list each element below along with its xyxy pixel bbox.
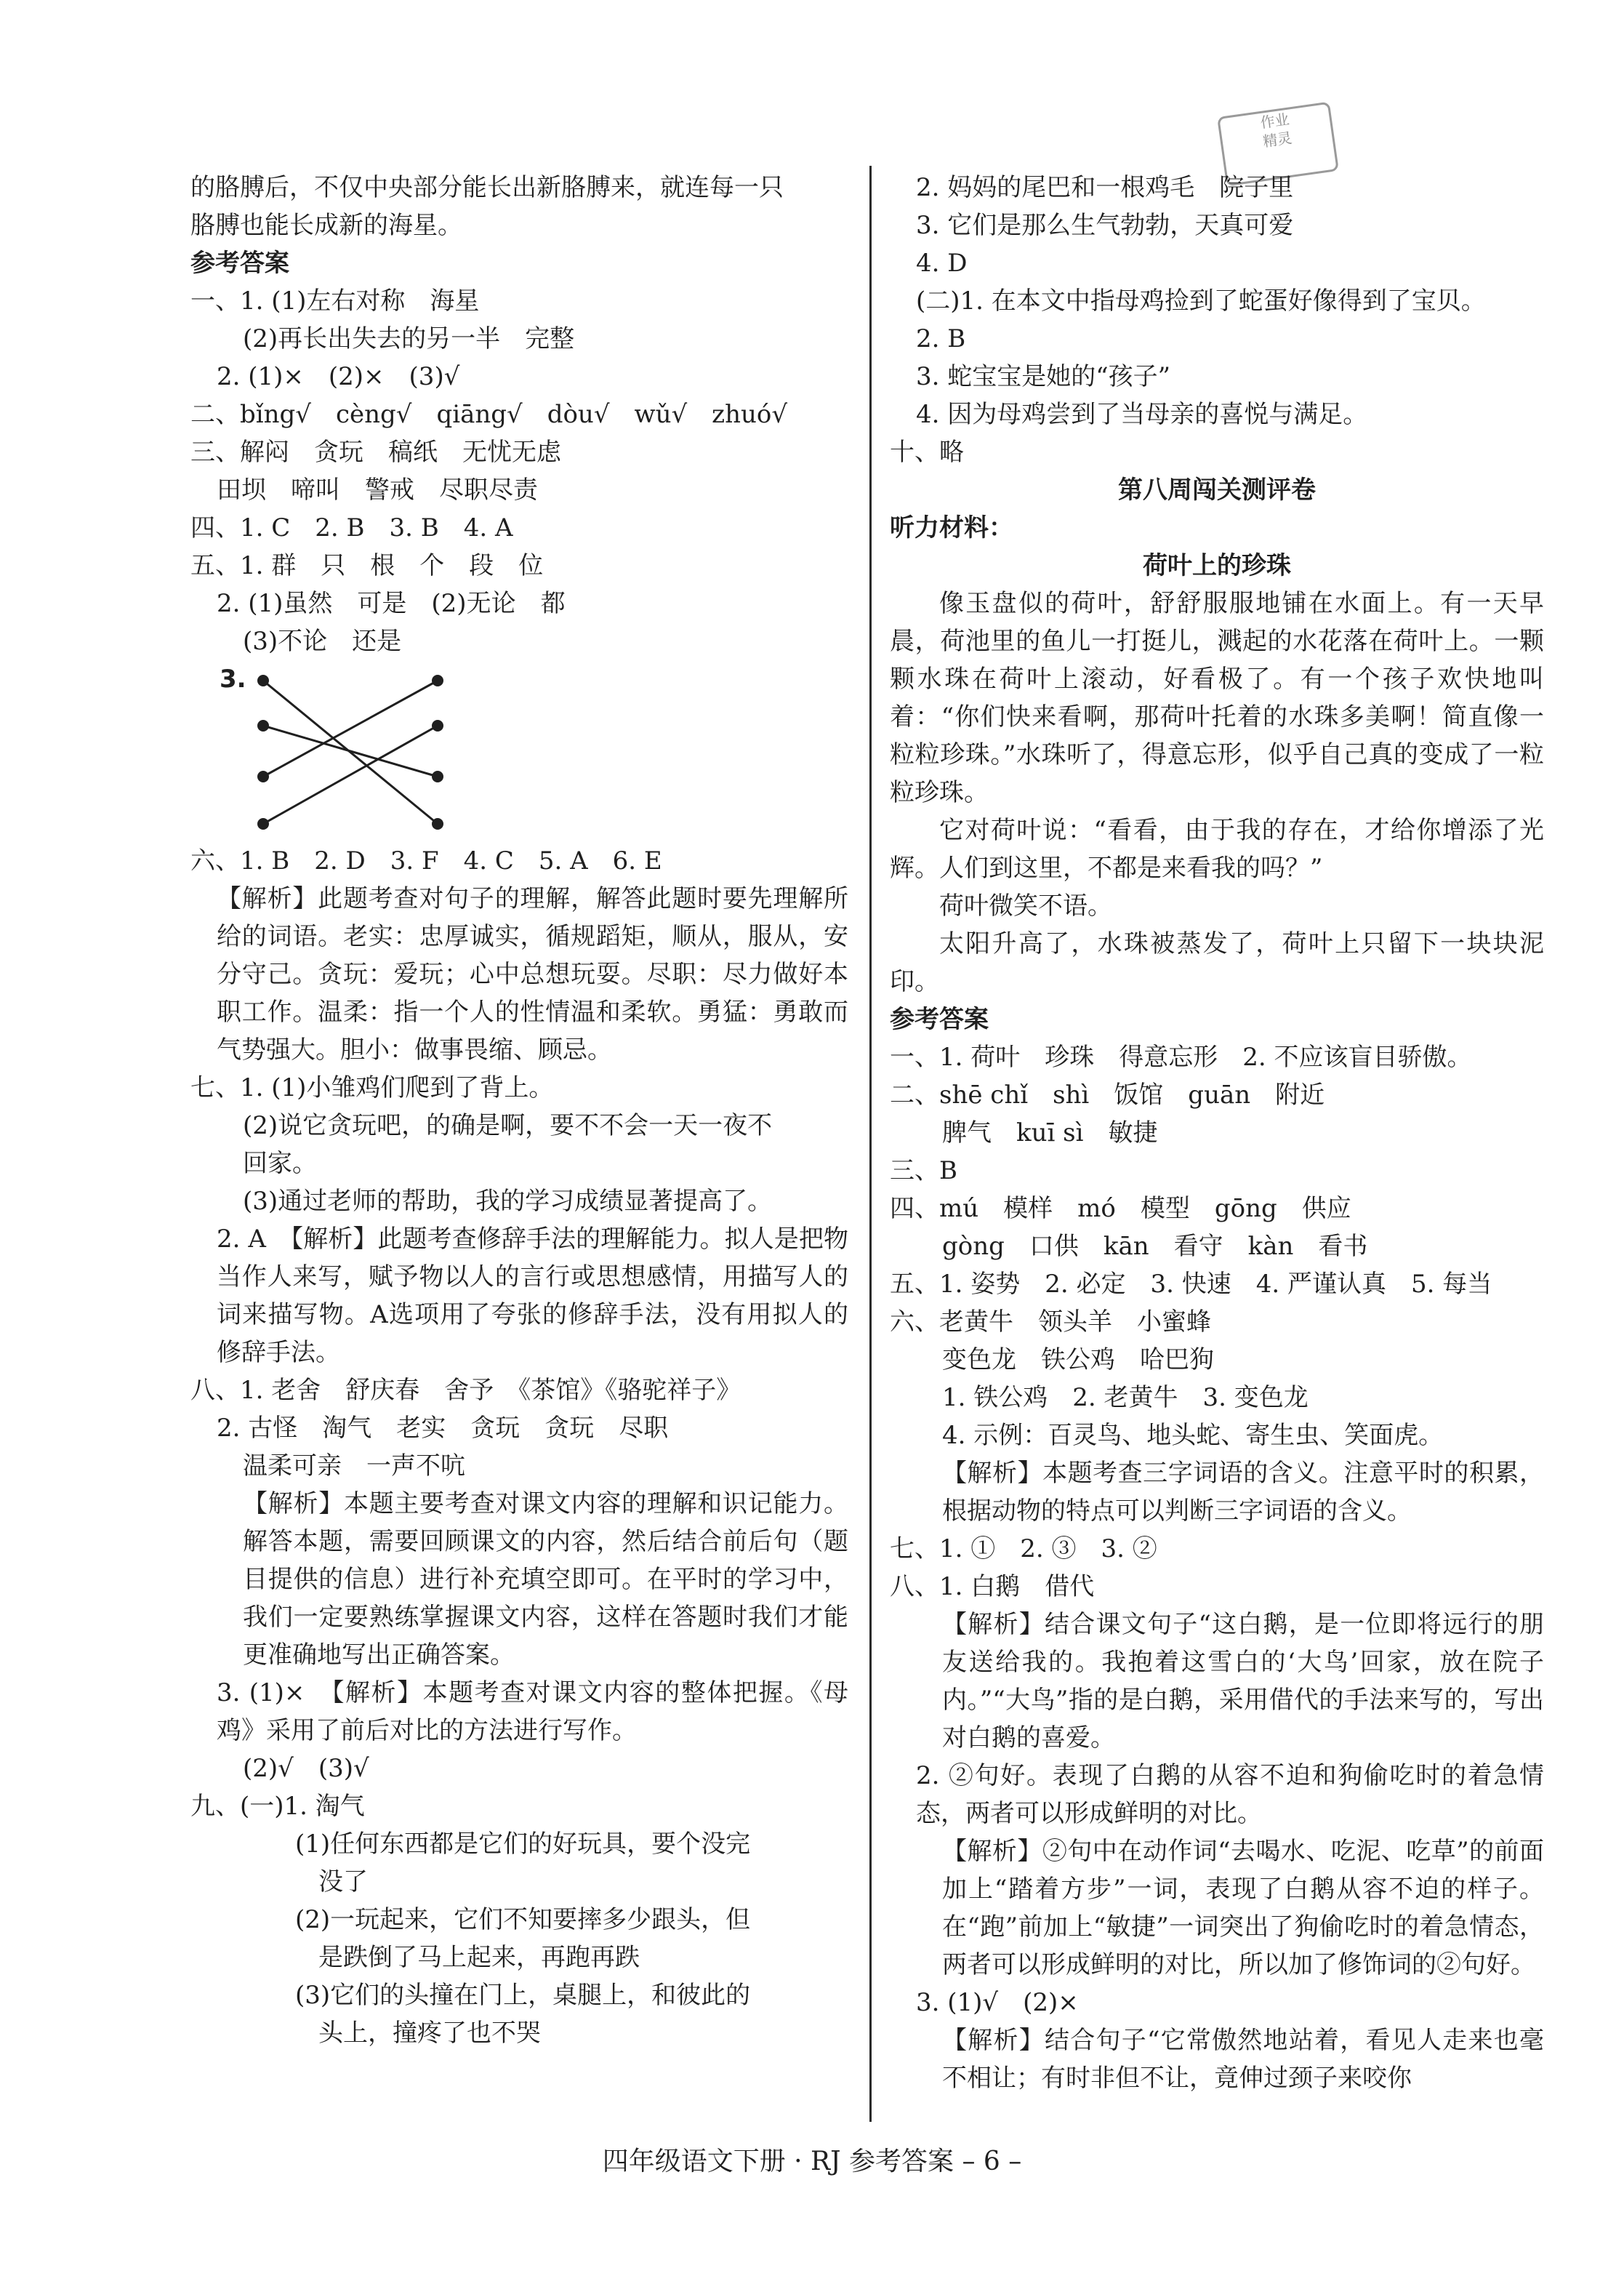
answer-line: 三、B (890, 1156, 957, 1185)
page-footer: 四年级语文下册 · RJ 参考答案 – 6 – (602, 2147, 1022, 2176)
answer-line: 4. D (916, 249, 968, 278)
answer-line: gòng 口供 kān 看守 kàn 看书 (942, 1232, 1368, 1261)
story-paragraph: 荷叶微笑不语。 (939, 891, 1112, 921)
answer-line: 没了 (318, 1867, 368, 1896)
answer-line: 一、1. 荷叶 珍珠 得意忘形 2. 不应该盲目骄傲。 (890, 1043, 1472, 1072)
matching-lines (249, 660, 467, 835)
answer-line: 1. 铁公鸡 2. 老黄牛 3. 变色龙 (942, 1383, 1309, 1412)
answer-line: 2. 古怪 淘气 老实 贪玩 贪玩 尽职 (217, 1414, 669, 1443)
answer-line: 田坝 啼叫 警戒 尽职尽责 (217, 476, 538, 505)
text-line: 胳膊也能长成新的海星。 (190, 211, 462, 240)
section-title: 第八周闯关测评卷 (1118, 476, 1316, 505)
answer-line: 四、1. C 2. B 3. B 4. A (190, 513, 513, 542)
answer-line: 二、shē chǐ shì 饭馆 guān 附近 (890, 1081, 1325, 1110)
answer-line: (3)通过老师的帮助，我的学习成绩显著提高了。 (243, 1187, 773, 1216)
answer-line: (3)它们的头撞在门上，桌腿上，和彼此的 (295, 1981, 751, 2010)
analysis-paragraph: 3. (1)× 【解析】本题考查对课文内容的整体把握。《母鸡》采用了前后对比的方法进行写作。 (217, 1678, 848, 1745)
answer-line: (3)不论 还是 (243, 627, 402, 656)
story-paragraph: 太阳升高了，水珠被蒸发了，荷叶上只留下一块块泥印。 (890, 929, 1544, 996)
answer-heading: 参考答案 (890, 1005, 989, 1034)
answer-line: (2)√ (3)√ (243, 1754, 369, 1783)
answer-line: 4. 示例：百灵鸟、地头蛇、寄生虫、笑面虎。 (942, 1421, 1444, 1450)
answer-line: 十、略 (890, 438, 964, 467)
matching-diagram (220, 660, 848, 842)
answer-line: 七、1. (1)小雏鸡们爬到了背上。 (190, 1073, 554, 1102)
scan-edge (0, 0, 20, 2292)
analysis-paragraph: 【解析】此题考查对句子的理解，解答此题时要先理解所给的词语。老实：忠厚诚实，循规蹈矩，顺从，服从，安分守己。贪玩：爱玩；心中总想玩耍。尽职：尽力做好本职工作。温柔：指一个人的性情温和柔软。勇猛：勇敢而气势强大。胆小：做事畏缩、顾忌。 (217, 884, 848, 1065)
stamp-line-1: 作业 (1259, 110, 1291, 132)
answer-line: 回家。 (243, 1149, 317, 1178)
stamp-line-2: 精灵 (1261, 129, 1293, 151)
listening-label: 听力材料： (890, 513, 1013, 542)
answer-line: 六、老黄牛 领头羊 小蜜蜂 (890, 1307, 1211, 1337)
answer-line: 五、1. 群 只 根 个 段 位 (190, 551, 544, 580)
answer-line: 脾气 kuī sì 敏捷 (942, 1118, 1158, 1147)
answer-line: 一、1. (1)左右对称 海星 (190, 286, 480, 316)
answer-line: 2. (1)× (2)× (3)√ (217, 362, 460, 391)
analysis-paragraph: 【解析】结合课文句子“这白鹅，是一位即将远行的朋友送给我的。我抱着这雪白的‘大鸟’回家，放在院子内。”“大鸟”指的是白鹅，采用借代的手法来写的，写出对白鹅的喜爱。 (942, 1610, 1544, 1752)
answer-line: 2. (1)虽然 可是 (2)无论 都 (217, 589, 566, 618)
answer-line: (2)说它贪玩吧，的确是啊，要不不会一天一夜不 (243, 1111, 773, 1140)
answer-line: 头上，撞疼了也不哭 (318, 2019, 541, 2048)
left-column (190, 169, 848, 2052)
right-column (890, 169, 1544, 2097)
story-paragraph: 它对荷叶说：“看看，由于我的存在，才给你增添了光辉。人们到这里，不都是来看我的吗？” (890, 816, 1544, 883)
answer-line: 变色龙 铁公鸡 哈巴狗 (942, 1345, 1214, 1374)
column-divider (869, 166, 872, 2122)
story-title: 荷叶上的珍珠 (1143, 551, 1291, 580)
answer-line: 2. 妈妈的尾巴和一根鸡毛 院子里 (916, 173, 1294, 202)
matching-number: 3. (220, 665, 246, 694)
answer-line: 五、1. 姿势 2. 必定 3. 快速 4. 严谨认真 5. 每当 (890, 1270, 1492, 1299)
answer-line: 2. B (916, 324, 966, 353)
answer-line: (2)一玩起来，它们不知要摔多少跟头，但 (295, 1905, 751, 1934)
analysis-paragraph: 2. ②句好。表现了白鹅的从容不迫和狗偷吃时的着急情态，两者可以形成鲜明的对比。 (916, 1761, 1544, 1828)
answer-line: (二)1. 在本文中指母鸡捡到了蛇蛋好像得到了宝贝。 (916, 286, 1486, 316)
analysis-paragraph: 2. A 【解析】此题考查修辞手法的理解能力。拟人是把物当作人来写，赋予物以人的言行或思想感情，用描写人的词来描写物。A选项用了夸张的修辞手法，没有用拟人的修辞手法。 (217, 1225, 848, 1367)
answer-line: 三、解闷 贪玩 稿纸 无忧无虑 (190, 438, 561, 467)
answer-line: 七、1. ① 2. ③ 3. ② (890, 1534, 1157, 1563)
answer-line: 3. 它们是那么生气勃勃，天真可爱 (916, 211, 1294, 240)
answer-line: 4. 因为母鸡尝到了当母亲的喜悦与满足。 (916, 400, 1368, 429)
answer-line: 温柔可亲 一声不吭 (243, 1451, 465, 1480)
answer-line: 九、(一)1. 淘气 (190, 1792, 365, 1821)
answer-line: 八、1. 白鹅 借代 (890, 1572, 1095, 1601)
answer-line: 二、bǐng√ cèng√ qiāng√ dòu√ wǔ√ zhuó√ (190, 400, 787, 429)
answer-line: 四、mú 模样 mó 模型 gōng 供应 (890, 1194, 1351, 1223)
answer-line: 3. (1)√ (2)× (916, 1988, 1079, 2017)
answer-line: 3. 蛇宝宝是她的“孩子” (916, 362, 1171, 391)
answer-heading: 参考答案 (190, 249, 289, 278)
text-line: 的胳膊后，不仅中央部分能长出新胳膊来，就连每一只 (190, 173, 784, 202)
answer-line: 是跌倒了马上起来，再跑再跌 (318, 1943, 640, 1972)
answer-line: 六、1. B 2. D 3. F 4. C 5. A 6. E (190, 846, 662, 875)
analysis-paragraph: 【解析】本题主要考查对课文内容的理解和识记能力。解答本题，需要回顾课文的内容，然后结合前后句（题目提供的信息）进行补充填空即可。在平时的学习中，我们一定要熟练掌握课文内容，这样在答题时我们才能更准确地写出正确答案。 (243, 1489, 848, 1670)
story-paragraph: 像玉盘似的荷叶，舒舒服服地铺在水面上。有一天早晨，荷池里的鱼儿一打挺儿，溅起的水花落在荷叶上。一颗颗水珠在荷叶上滚动，好看极了。有一个孩子欢快地叫着：“你们快来看啊，那荷叶托着的水珠多美啊！简直像一粒粒珍珠。”水珠听了，得意忘形，似乎自己真的变成了一粒粒珍珠。 (890, 589, 1544, 807)
answer-line: (2)再长出失去的另一半 完整 (243, 324, 575, 353)
analysis-paragraph: 【解析】②句中在动作词“去喝水、吃泥、吃草”的前面加上“踏着方步”一词，表现了白鹅从容不迫的样子。在“跑”前加上“敏捷”一词突出了狗偷吃时的着急情态，两者可以形成鲜明的对比，所以加了修饰词的②句好。 (942, 1837, 1544, 1979)
analysis-paragraph: 【解析】本题考查三字词语的含义。注意平时的积累，根据动物的特点可以判断三字词语的含义。 (942, 1459, 1544, 1526)
answer-line: 八、1. 老舍 舒庆春 舍予 《茶馆》《骆驼祥子》 (190, 1376, 741, 1405)
answer-line: (1)任何东西都是它们的好玩具，要个没完 (295, 1830, 751, 1859)
analysis-paragraph: 【解析】结合句子“它常傲然地站着，看见人走来也毫不相让；有时非但不让，竟伸过颈子来咬你 (942, 2026, 1544, 2093)
